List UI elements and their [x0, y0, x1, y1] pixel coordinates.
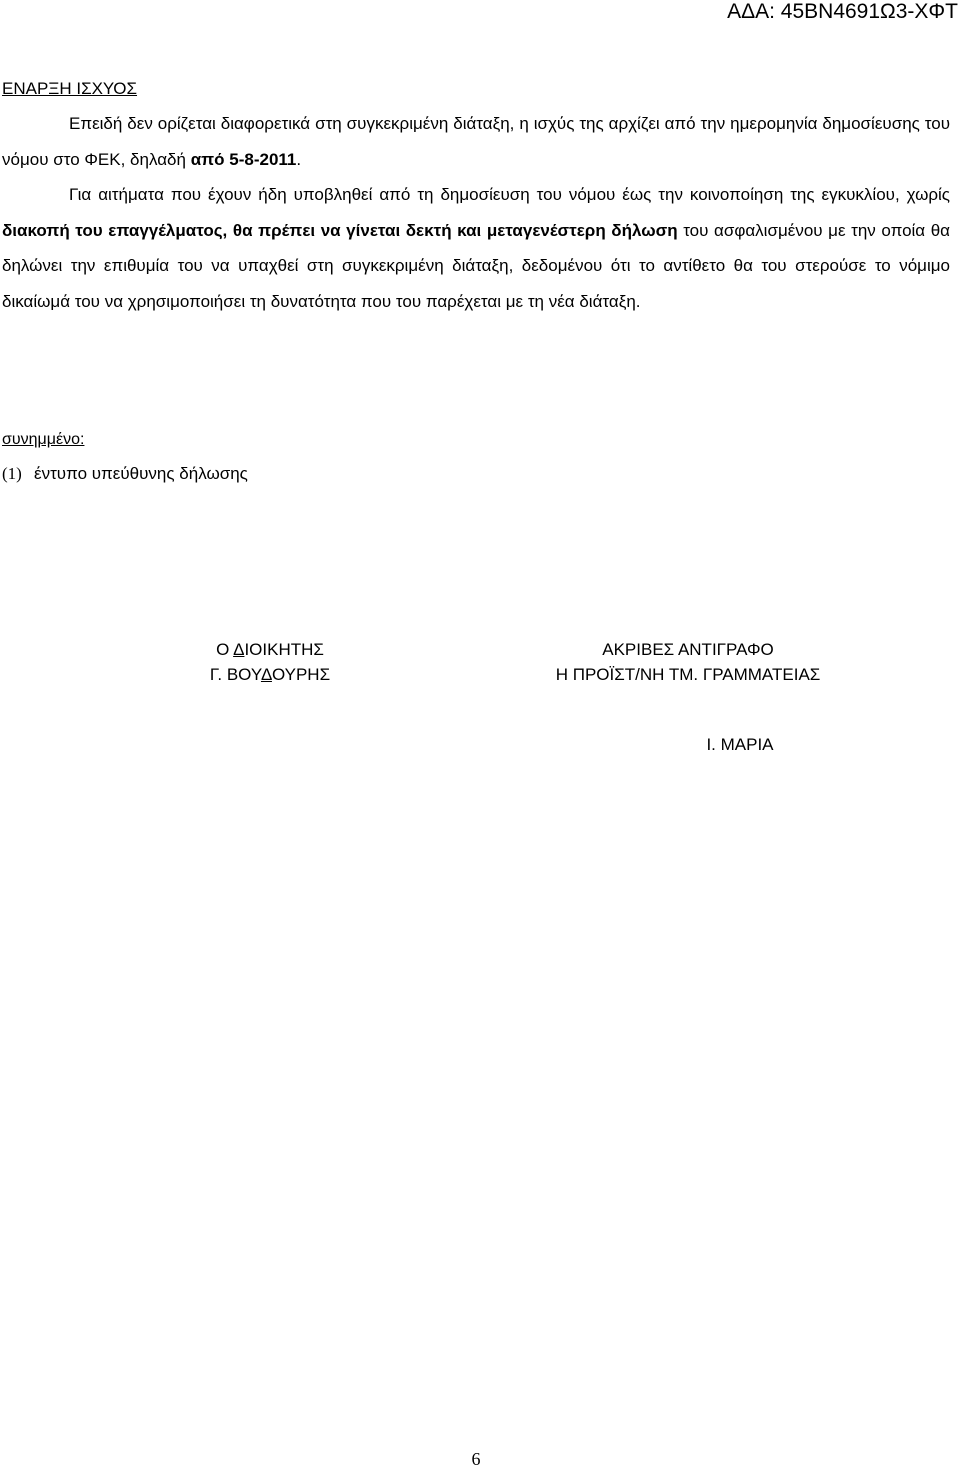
director-name-prefix: Γ. ΒΟΥ [209, 665, 261, 684]
page-number: 6 [471, 1449, 481, 1469]
director-signature-block [140, 637, 400, 687]
certified-copy-label: ΑΚΡΙΒΕΣ ΑΝΤΙΓΡΑΦΟ [602, 640, 774, 659]
paragraph1-text: Επειδή δεν ορίζεται διαφορετικά στη συγκεκριμένη διάταξη, η ισχύς της αρχίζει από την ημερομηνία δημοσίευσης του νόμου στο ΦΕΚ, δηλαδή [2, 114, 950, 169]
paragraph1-end: . [296, 149, 302, 169]
paragraph-effective-date [2, 106, 950, 177]
secretariat-head-name: Ι. ΜΑΡΙΑ [706, 735, 774, 754]
director-title [140, 637, 400, 662]
attachment-item-text: έντυπο υπεύθυνης δήλωσης [34, 464, 248, 483]
paragraph2-text-start: Για αιτήματα που έχουν ήδη υποβληθεί από τη δημοσίευση του νόμου έως την κοινοποίηση της εγκυκλίου, χωρίς [69, 185, 950, 204]
attachment-item [2, 463, 248, 485]
paragraph-pending-requests [2, 177, 950, 319]
director-name-underlined: Δ [260, 665, 272, 684]
director-title-prefix: Ο [216, 640, 234, 659]
section-heading: ΕΝΑΡΞΗ ΙΣΧΥΟΣ [2, 79, 138, 98]
certified-copy-block [498, 637, 878, 687]
paragraph2-bold-interruption: διακοπή του επαγγέλματος, [2, 220, 228, 240]
director-title-underlined: Δ [233, 640, 245, 659]
effective-date: από 5-8-2011 [190, 149, 297, 169]
secretariat-head-title: Η ΠΡΟΪΣΤ/ΝΗ ΤΜ. ΓΡΑΜΜΑΤΕΙΑΣ [555, 665, 821, 684]
director-title-suffix: ΙΟΙΚΗΤΗΣ [244, 640, 324, 659]
paragraph2-text-end: του ασφαλισμένου με την οποία θα δηλώνει την επιθυμία του να υπαχθεί στη συγκεκριμένη διάταξη, δεδομένου ότι το αντίθετο θα του στερούσε το νόμιμο δικαίωμά του να χρησιμοποιήσει τη δυνατότητα που του παρέχεται με τη νέα διάταξη. [2, 220, 950, 311]
director-name [140, 662, 400, 687]
director-name-suffix: ΟΥΡΗΣ [271, 665, 331, 684]
ada-code: ΑΔΑ: 45ΒΝ4691Ω3-ΧΦΤ [727, 0, 958, 23]
attachment-item-number: (1) [2, 464, 22, 483]
paragraph2-bold-declaration: θα πρέπει να γίνεται δεκτή και μεταγενέστερη δήλωση [232, 220, 678, 240]
attachment-label: συνημμένο: [2, 431, 85, 448]
